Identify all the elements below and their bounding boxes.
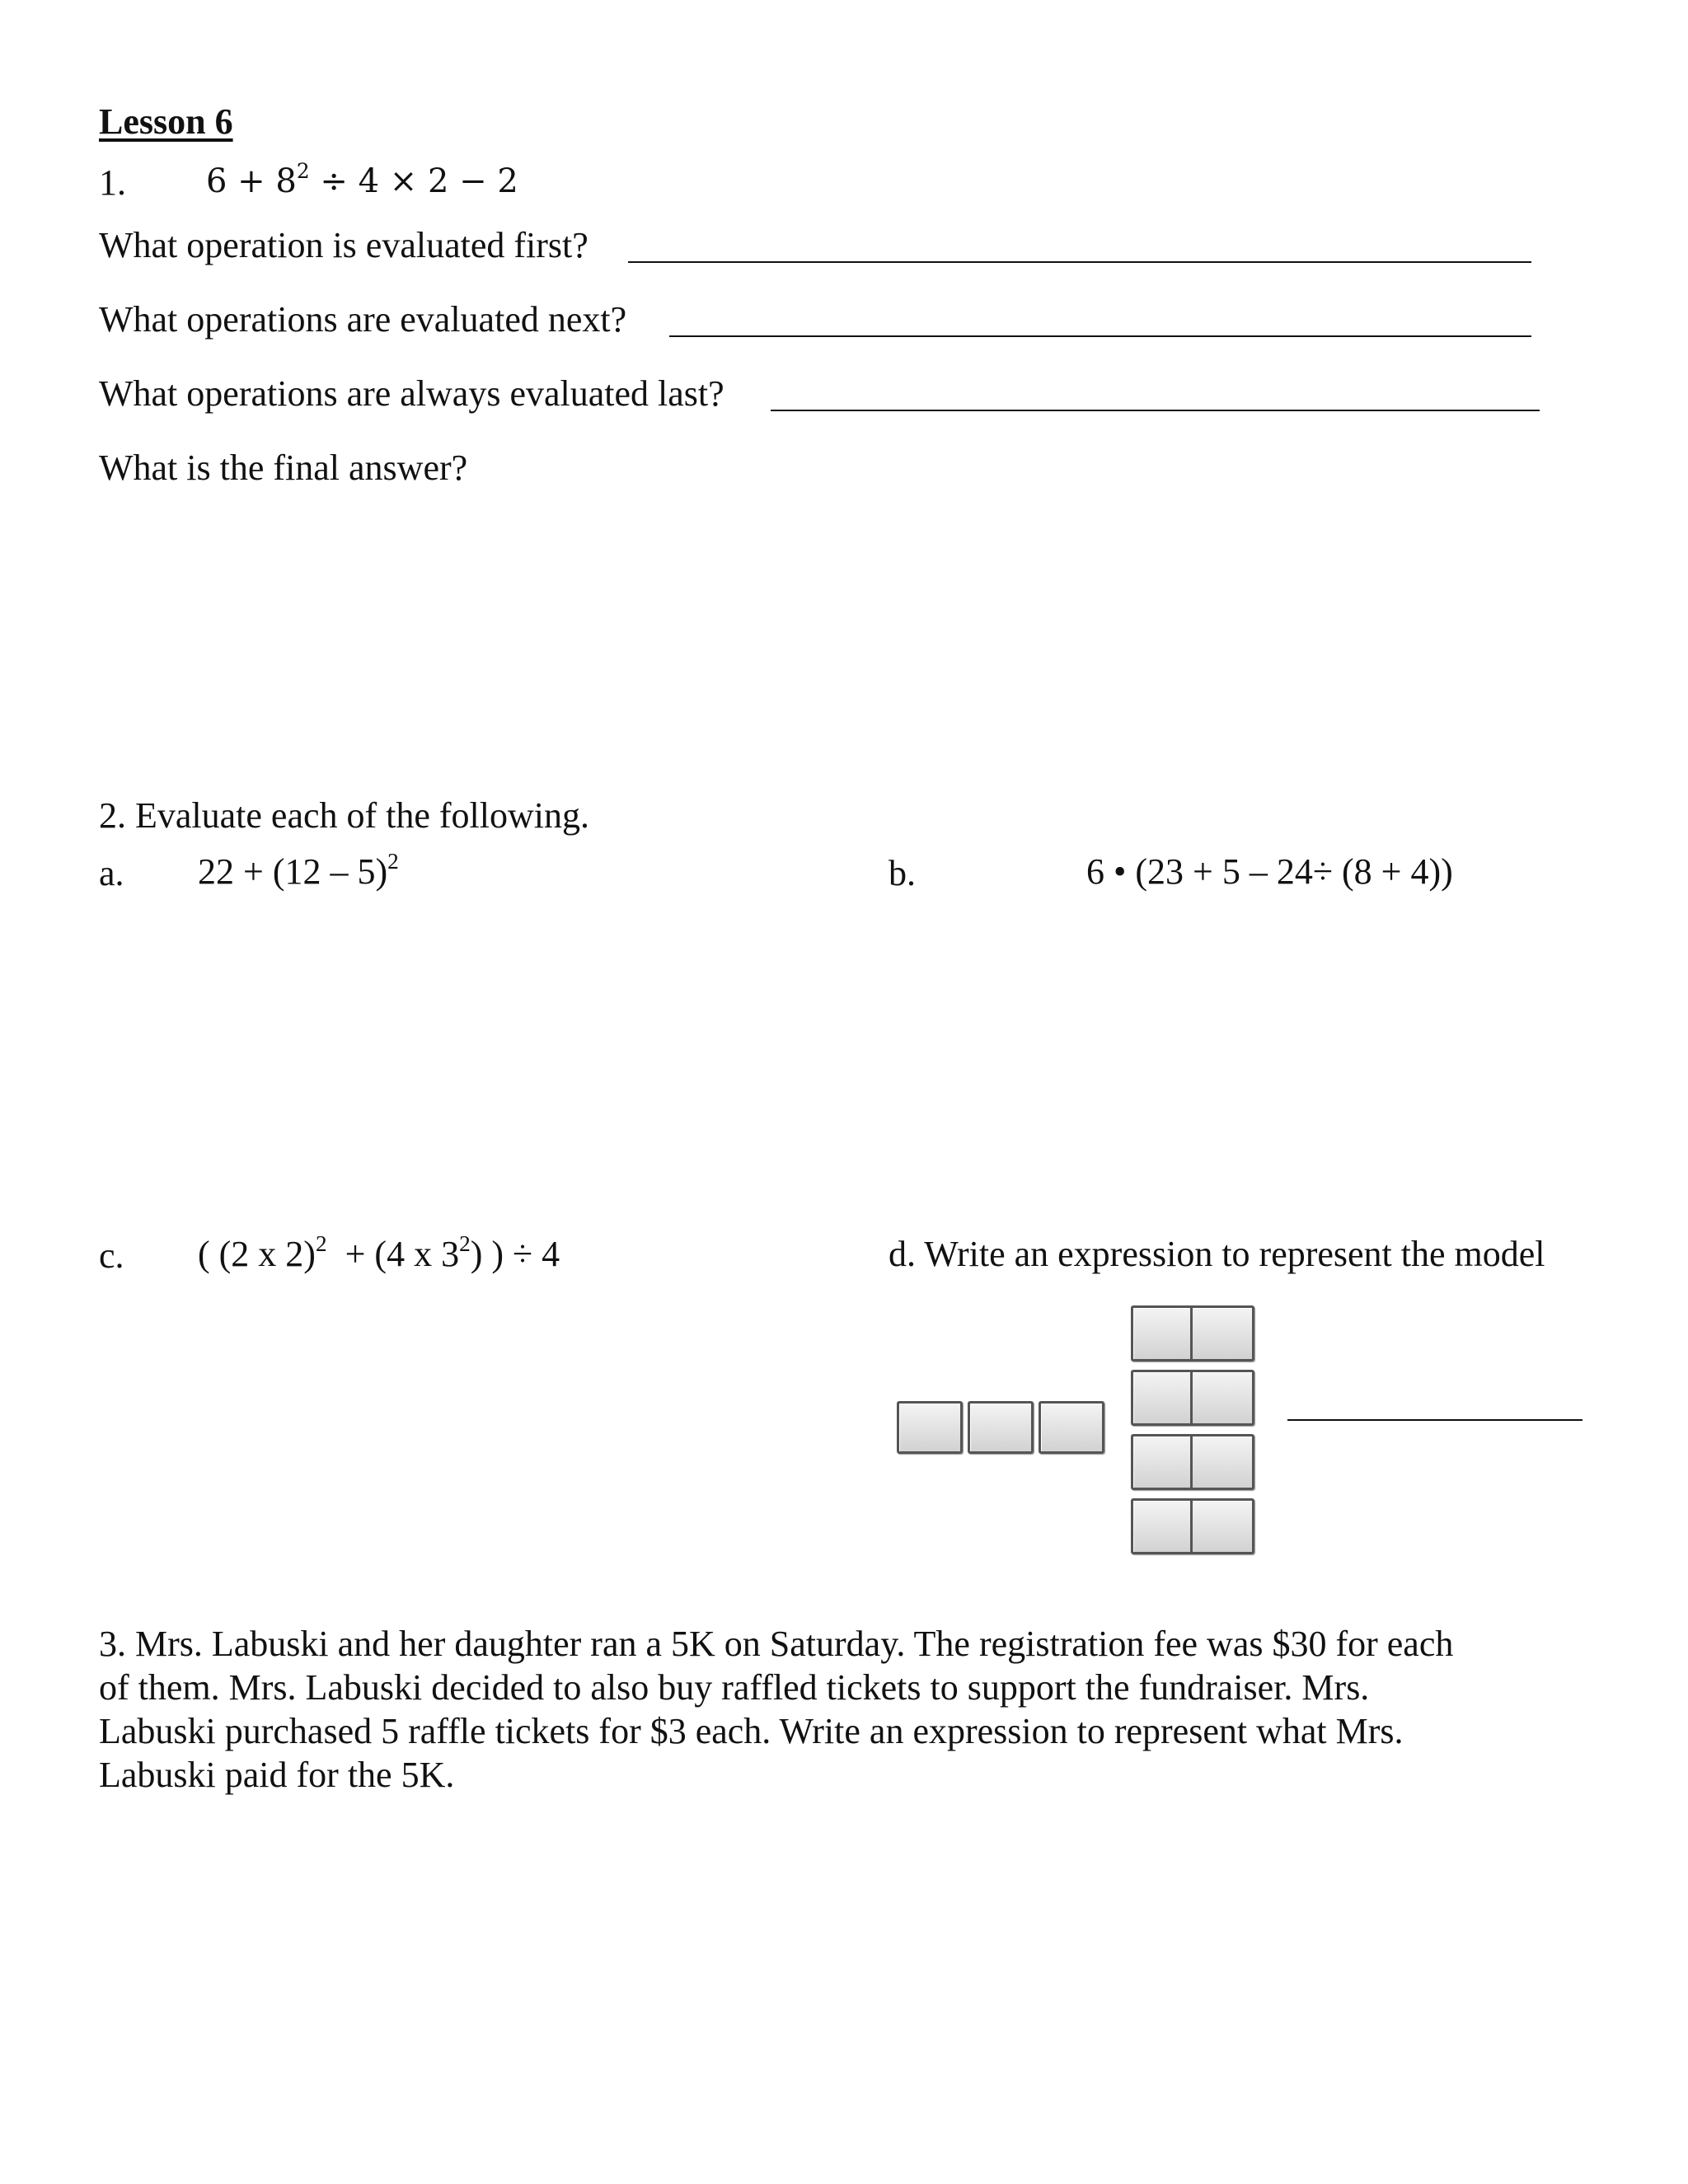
part-b-expression: 6 • (23 + 5 – 24÷ (8 + 4)) [1086,851,1453,892]
part-c-label: c. [99,1235,124,1276]
part-b-label: b. [889,853,916,893]
tile-divider [1190,1308,1193,1359]
tile-divider [1190,1436,1193,1488]
question-1-number: 1. [99,162,126,203]
question-1-expression: $6 + 8^2 \div 4 \times 2 - 2$ [206,159,518,200]
answer-line-model[interactable] [1287,1419,1582,1421]
part-d-prompt: d. Write an expression to represent the model [889,1234,1545,1274]
unit-tile [968,1401,1034,1454]
question-1-prompt-last: What operations are always evaluated last? [99,373,724,414]
answer-line-next[interactable] [669,335,1531,337]
question-1-prompt-first: What operation is evaluated first? [99,225,588,265]
question-3-line: Labuski purchased 5 raffle tickets for $3 each. Write an expression to represent what Mrs. [99,1711,1404,1751]
double-tile [1131,1305,1254,1361]
lesson-title: Lesson 6 [99,101,233,142]
tile-divider [1190,1372,1193,1423]
question-3-text [99,1622,1582,1797]
question-3-line: 3. Mrs. Labuski and her daughter ran a 5K on Saturday. The registration fee was $30 for each [99,1624,1454,1664]
answer-line-first[interactable] [628,261,1531,263]
part-a-expression: 22 + (12 – 5)$^2$ [198,848,399,892]
question-3-line: of them. Mrs. Labuski decided to also buy raffled tickets to support the fundraiser. Mrs. [99,1667,1370,1708]
double-tile [1131,1498,1254,1554]
question-1-prompt-next: What operations are evaluated next? [99,299,627,340]
unit-tile [897,1401,963,1454]
double-tile [1131,1434,1254,1490]
double-tile [1131,1370,1254,1426]
question-1-prompt-final: What is the final answer? [99,448,468,488]
tile-divider [1190,1501,1193,1552]
part-c-expression: ( (2 x 2)$^2$ + (4 x $3^2$) ) ÷ 4 [198,1230,560,1274]
unit-tile [1039,1401,1104,1454]
question-2-heading: 2. Evaluate each of the following. [99,795,590,836]
answer-line-last[interactable] [771,410,1540,411]
question-3-line: Labuski paid for the 5K. [99,1755,455,1795]
part-a-label: a. [99,853,124,893]
